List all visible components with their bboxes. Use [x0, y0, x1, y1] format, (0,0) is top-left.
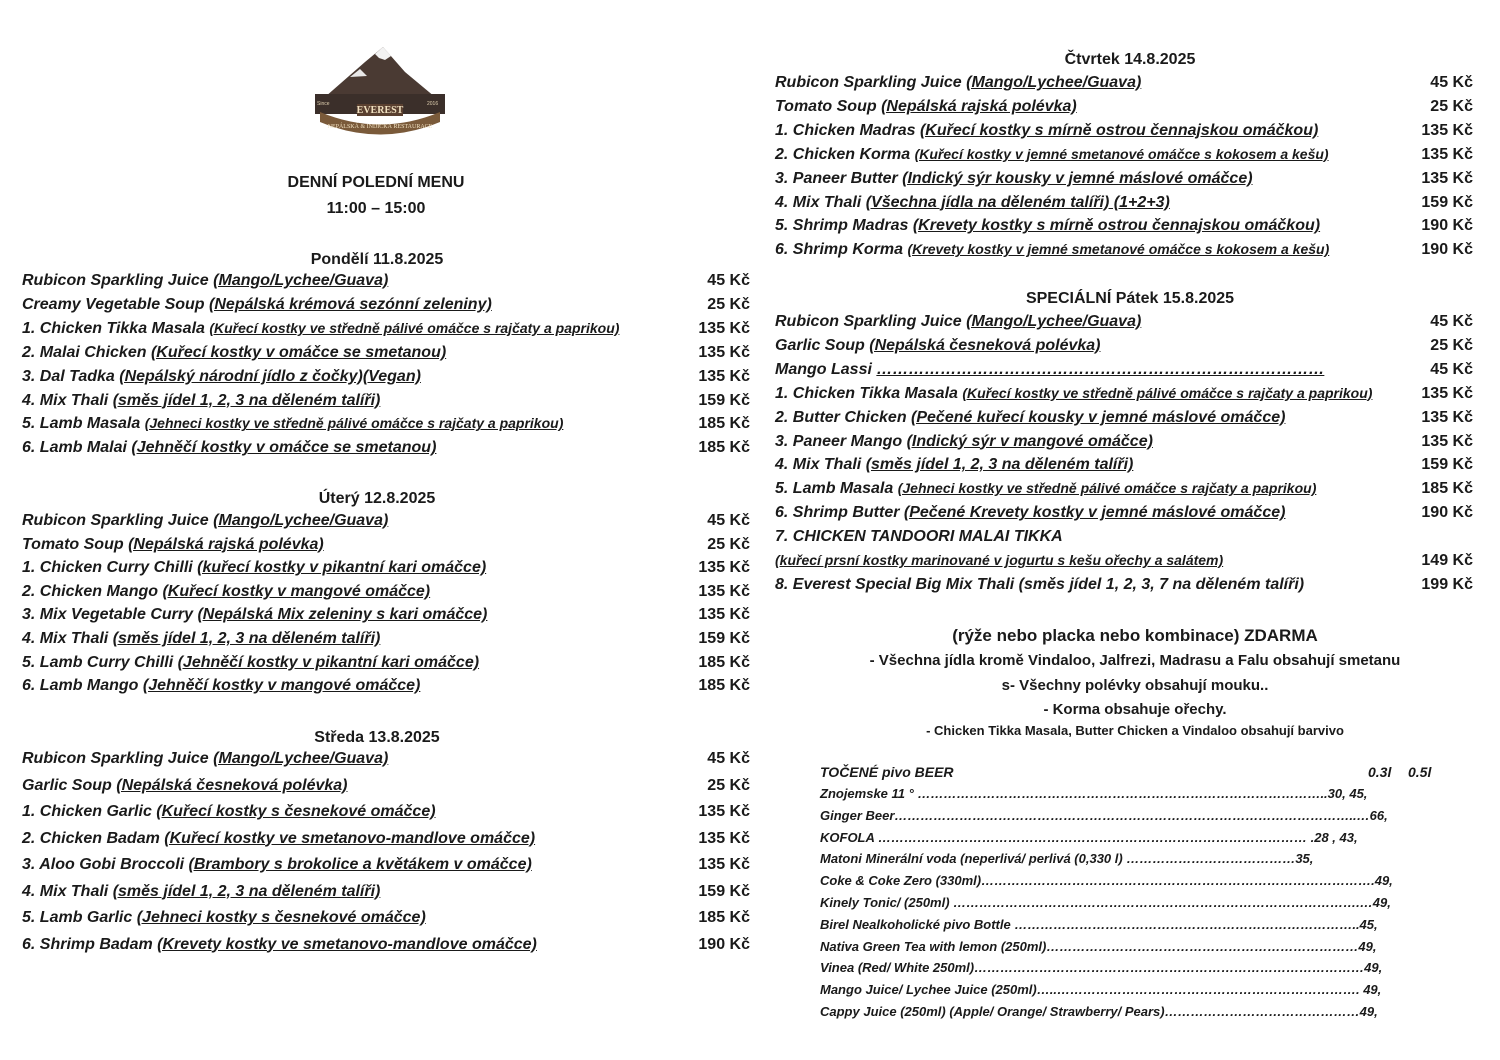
menu-item-description: (Jehněčí kostky v pikantní kari omáčce): [177, 653, 480, 671]
menu-item-description: (směs jídel 1, 2, 3 na děleném talíři): [865, 456, 1134, 474]
menu-item-name: 3. Dal Tadka: [22, 367, 120, 385]
menu-item-name: Rubicon Sparkling Juice: [22, 272, 214, 289]
menu-item-description: (Nepálská Mix zeleniny s kari omáčce): [197, 606, 488, 624]
menu-item-name: 6. Shrimp Butter: [775, 504, 904, 522]
menu-item: [775, 385, 1473, 407]
menu-item-price: 185 Kč: [698, 415, 750, 433]
menu-item-name: 3. Paneer Butter: [775, 169, 903, 187]
menu-item-description: (kuřecí prsní kostky marinované v jogurtu s kešu ořechy a salátem): [775, 552, 1224, 568]
menu-item-description: (Nepálská česneková polévka): [116, 776, 348, 794]
menu-item: [22, 368, 750, 390]
menu-item: [22, 803, 750, 825]
menu-item-name: Tomato Soup: [775, 97, 882, 115]
menu-item-price: 45 Kč: [707, 512, 750, 529]
menu-item-price: 135 Kč: [698, 319, 750, 337]
drink-row: Birel Nealkoholické pivo Bottle ……………………………………………………………………..45,: [820, 916, 1378, 932]
menu-item-price: 185 Kč: [698, 439, 750, 457]
menu-item-description: (Mango/Lychee/Guava): [966, 313, 1142, 330]
menu-item-description: (Jehněčí kostky v omáčce se smetanou): [131, 439, 437, 457]
menu-item-name: 7. CHICKEN TANDOORI MALAI TIKKA: [775, 528, 1063, 546]
menu-item: [775, 504, 1473, 526]
drinks-col-large: 0.5l: [1408, 764, 1432, 780]
menu-item: [775, 241, 1473, 263]
menu-item: [22, 606, 750, 628]
free-note-text: (rýže nebo placka nebo kombinace) ZDARMA: [952, 626, 1318, 645]
menu-item: [22, 750, 750, 772]
menu-item-price: 135 Kč: [698, 343, 750, 361]
menu-item-description: (Krevety kostky s mírně ostrou čennajskou omáčkou): [912, 217, 1321, 235]
menu-item: [22, 883, 750, 905]
menu-item-price: 25 Kč: [707, 535, 750, 553]
menu-item: [22, 856, 750, 878]
menu-item-description: (Kuřecí kostky v mangové omáčce): [162, 582, 431, 600]
menu-item-description: (Indický sýr kousky v jemné máslové omáčce): [902, 169, 1253, 187]
menu-item-price: 199 Kč: [1421, 575, 1473, 593]
menu-item: [775, 576, 1473, 598]
menu-item: [22, 630, 750, 652]
day-heading: Středa 13.8.2025: [314, 729, 440, 746]
menu-item-description: (Nepálský národní jídlo z čočky)(Vegan): [119, 367, 421, 385]
menu-hours: 11:00 – 15:00: [326, 200, 426, 217]
menu-item-name: 1. Chicken Tikka Masala: [22, 319, 210, 337]
menu-item-description: (Pečené Krevety kostky v jemné máslové omáčce): [903, 504, 1286, 522]
menu-item-price: 159 Kč: [698, 630, 750, 647]
free-side-note: [775, 626, 1495, 646]
menu-item-description: (Nepálská česneková polévka): [869, 336, 1101, 354]
menu-item-description: (Všechna jídla na děleném talíři) (1+2+3): [865, 193, 1170, 211]
menu-item: [22, 936, 750, 958]
menu-item-description: (kuřecí kostky v pikantní kari omáčce): [197, 559, 487, 577]
menu-item-description: (Nepálská krémová sezónní zeleniny): [209, 295, 492, 313]
menu-item-name: Rubicon Sparkling Juice: [22, 750, 214, 767]
menu-item-price: 45 Kč: [1430, 313, 1473, 330]
menu-item-name: Rubicon Sparkling Juice: [775, 313, 967, 330]
menu-item-name: 2. Malai Chicken: [22, 343, 151, 361]
menu-item-description: (Nepálská rajská polévka): [128, 535, 324, 553]
menu-item-price: 25 Kč: [707, 295, 750, 313]
menu-item-price: 190 Kč: [1421, 217, 1473, 235]
menu-item-name: 6. Shrimp Badam: [22, 935, 158, 953]
menu-item: [22, 909, 750, 931]
menu-item-name: 1. Chicken Garlic: [22, 803, 157, 820]
menu-item: [775, 146, 1473, 168]
menu-item-description: (Mango/Lychee/Guava): [213, 750, 389, 767]
menu-item: [775, 98, 1473, 120]
menu-item-name: 1. Chicken Madras: [775, 121, 920, 139]
menu-item-name: 4. Mix Thali: [775, 456, 866, 474]
menu-item-name: 5. Shrimp Madras: [775, 217, 913, 235]
menu-item: [22, 296, 750, 318]
menu-item-name: 2. Chicken Badam: [22, 829, 165, 847]
menu-item-description: (Pečené kuřecí kousky v jemné máslové omáčce): [911, 408, 1286, 426]
svg-text:EVEREST: EVEREST: [356, 105, 404, 116]
menu-item-price: 185 Kč: [698, 677, 750, 695]
menu-item-price: 135 Kč: [698, 559, 750, 577]
menu-item-price: 135 Kč: [698, 367, 750, 385]
menu-item: [775, 194, 1473, 216]
menu-item-description: (Kuřecí kostky s mírně ostrou čennajskou omáčkou): [919, 121, 1319, 139]
menu-item: [775, 433, 1473, 455]
menu-item: [775, 361, 1473, 383]
menu-item-price: 159 Kč: [1421, 193, 1473, 211]
allergen-note-1: - Všechna jídla kromě Vindaloo, Jalfrezi, Madrasu a Falu obsahují smetanu: [869, 652, 1401, 669]
drink-row: Matoni Minerální voda (neperlivá/ perlivá (0,330 l) …………………………………35,: [820, 851, 1314, 867]
allergen-note-2: s- Všechny polévky obsahují mouku..: [1001, 677, 1269, 694]
menu-item-description: (Jehneci kostky ve středně pálivé omáčce s rajčaty a paprikou): [897, 480, 1317, 497]
menu-item-price: 185 Kč: [1421, 480, 1473, 498]
menu-item-price: 135 Kč: [698, 856, 750, 873]
menu-item-description: (Mango/Lychee/Guava): [213, 272, 389, 289]
menu-item: [22, 536, 750, 558]
menu-item-price: 45 Kč: [707, 272, 750, 289]
menu-item-name: 2. Butter Chicken: [775, 408, 912, 426]
menu-item: [775, 528, 1473, 550]
day-heading: SPECIÁLNÍ Pátek 15.8.2025: [1025, 290, 1235, 307]
menu-item-price: 135 Kč: [698, 829, 750, 847]
menu-item: [775, 122, 1473, 144]
menu-item-name: 2. Chicken Korma: [775, 145, 915, 163]
menu-item-name: 5. Lamb Garlic: [22, 909, 137, 926]
menu-item-price: 45 Kč: [1430, 74, 1473, 91]
menu-item-name: 8. Everest Special Big Mix Thali (směs jídel 1, 2, 3, 7 na děleném talíři): [775, 575, 1305, 593]
menu-item-price: 135 Kč: [1421, 121, 1473, 139]
menu-item: [22, 559, 750, 581]
allergen-note-3: - Korma obsahuje ořechy.: [1043, 701, 1227, 718]
menu-item-name: 2. Chicken Mango: [22, 582, 163, 600]
menu-item-name: 5. Lamb Masala: [22, 415, 145, 433]
menu-item: [775, 456, 1473, 478]
menu-item: [22, 583, 750, 605]
menu-item: [775, 217, 1473, 239]
menu-item: [775, 409, 1473, 431]
menu-item-description: (Indický sýr v mangové omáčce): [906, 432, 1153, 450]
menu-item-description: (Kuřecí kostky v jemné smetanové omáčce s kokosem a kešu): [914, 145, 1329, 162]
menu-title: DENNÍ POLEDNÍ MENU: [287, 174, 465, 191]
menu-item-price: 190 Kč: [1421, 504, 1473, 522]
menu-item-description: (Jehněčí kostky v mangové omáčce): [142, 677, 421, 695]
menu-item: [775, 313, 1473, 335]
menu-item: [22, 677, 750, 699]
menu-item-name: 5. Lamb Masala: [775, 480, 898, 498]
drink-row: Vinea (Red/ White 250ml)………………………………………………………………………………49,: [820, 960, 1383, 976]
menu-item-name: Garlic Soup: [22, 776, 117, 794]
menu-item-description: (Kuřecí kostky ve středně pálivé omáčce s rajčaty a paprikou): [209, 319, 620, 336]
menu-item-description: (směs jídel 1, 2, 3 na děleném talíři): [112, 630, 381, 647]
menu-item-description: (Jehneci kostky ve středně pálivé omáčce s rajčaty a paprikou): [144, 415, 564, 432]
menu-item-name: 6. Lamb Mango: [22, 677, 143, 695]
menu-item-name: Rubicon Sparkling Juice: [22, 512, 214, 529]
menu-item-name: 6. Shrimp Korma: [775, 241, 908, 259]
menu-item-description: (Nepálská rajská polévka): [881, 97, 1077, 115]
drink-row: Cappy Juice (250ml) (Apple/ Orange/ Strawberry/ Pears)………………………………………49,: [820, 1004, 1378, 1019]
svg-text:2016: 2016: [427, 101, 439, 107]
menu-item-description: (směs jídel 1, 2, 3 na děleném talíři): [112, 882, 381, 900]
drink-row: Ginger Beer……………………………………………………………………………………………..…66,: [820, 807, 1388, 823]
menu-item-price: 135 Kč: [698, 606, 750, 624]
menu-item-name: 3. Aloo Gobi Broccoli: [22, 856, 189, 873]
day-heading: Čtvrtek 14.8.2025: [1064, 51, 1196, 68]
menu-item: [775, 74, 1473, 96]
menu-item-price: 135 Kč: [1421, 145, 1473, 163]
menu-item-description: …………………………………………………………………………: [876, 360, 1325, 378]
menu-item-name: 1. Chicken Curry Chilli: [22, 559, 198, 577]
menu-item: [22, 415, 750, 437]
menu-item: [22, 439, 750, 461]
menu-item: [775, 552, 1473, 574]
menu-item: [775, 337, 1473, 359]
menu-item-name: 5. Lamb Curry Chilli: [22, 653, 178, 671]
menu-item-name: 6. Lamb Malai: [22, 439, 132, 457]
menu-item-description: (Krevety kostky ve smetanovo-mandlove omáčce): [157, 935, 537, 953]
menu-item-price: 190 Kč: [698, 935, 750, 953]
menu-item: [22, 320, 750, 342]
menu-item-name: 1. Chicken Tikka Masala: [775, 384, 963, 402]
menu-item-name: 3. Mix Vegetable Curry: [22, 606, 198, 624]
menu-item-name: 4. Mix Thali: [22, 882, 113, 900]
drinks-col-small: 0.3l: [1368, 764, 1392, 780]
day-heading: Pondělí 11.8.2025: [310, 251, 444, 268]
menu-item-description: (Mango/Lychee/Guava): [213, 512, 389, 529]
menu-item-description: (směs jídel 1, 2, 3 na děleném talíři): [112, 391, 381, 409]
restaurant-logo: [305, 42, 455, 142]
menu-item-price: 25 Kč: [1430, 336, 1473, 354]
menu-item-price: 135 Kč: [698, 803, 750, 820]
menu-item: [22, 830, 750, 852]
menu-item-price: 185 Kč: [698, 909, 750, 926]
menu-item-price: 149 Kč: [1421, 552, 1473, 569]
menu-item: [22, 392, 750, 414]
menu-item-name: Rubicon Sparkling Juice: [775, 74, 967, 91]
menu-item-description: (Kuřecí kostky ve smetanovo-mandlove omáčce): [164, 829, 536, 847]
menu-item-price: 25 Kč: [1430, 97, 1473, 115]
svg-text:NEPÁLSKÁ & INDICKÁ RESTAURACE: NEPÁLSKÁ & INDICKÁ RESTAURACE: [327, 124, 433, 130]
menu-item-price: 135 Kč: [1421, 169, 1473, 187]
menu-item-price: 45 Kč: [707, 750, 750, 767]
menu-item-price: 25 Kč: [707, 776, 750, 794]
menu-item-name: Tomato Soup: [22, 535, 129, 553]
drink-row: Znojemske 11 ° …………………………………………………………………………………..30, 45,: [820, 786, 1368, 801]
menu-item-name: 4. Mix Thali: [775, 193, 866, 211]
menu-item-description: (Kuřecí kostky ve středně pálivé omáčce s rajčaty a paprikou): [962, 384, 1373, 401]
menu-item-name: Creamy Vegetable Soup: [22, 295, 210, 313]
menu-item-description: (Mango/Lychee/Guava): [966, 74, 1142, 91]
menu-item-price: 135 Kč: [1421, 384, 1473, 402]
drink-row: Nativa Green Tea with lemon (250ml)………………………………………………………………49,: [820, 938, 1377, 954]
menu-item-name: 4. Mix Thali: [22, 630, 113, 647]
svg-text:Since: Since: [317, 101, 330, 107]
menu-item-price: 135 Kč: [698, 582, 750, 600]
menu-item-price: 159 Kč: [1421, 456, 1473, 474]
drink-row: Mango Juice/ Lychee Juice (250ml)…..……………………………………………………………. 49,: [820, 982, 1382, 998]
menu-item-name: Garlic Soup: [775, 336, 870, 354]
drink-row: KOFOLA ……………………………………………………………………………………… .28 , 43,: [820, 829, 1358, 845]
day-heading: Úterý 12.8.2025: [318, 490, 436, 507]
menu-item: [22, 344, 750, 366]
menu-item-price: 159 Kč: [698, 391, 750, 409]
menu-item: [22, 272, 750, 294]
menu-item-price: 135 Kč: [1421, 432, 1473, 450]
menu-item-price: 185 Kč: [698, 653, 750, 671]
drink-row: Coke & Coke Zero (330ml)……………………………………………………………………………….49,: [820, 873, 1393, 889]
allergen-note-4: - Chicken Tikka Masala, Butter Chicken a Vindaloo obsahují barvivo: [926, 723, 1344, 738]
menu-item: [775, 170, 1473, 192]
menu-item-description: (Krevety kostky v jemné smetanové omáčce s kokosem a kešu): [907, 241, 1330, 258]
menu-item-name: Mango Lassi: [775, 360, 877, 378]
menu-item-description: (Kuřecí kostky v omáčce se smetanou): [150, 343, 447, 361]
menu-item-price: 190 Kč: [1421, 241, 1473, 259]
menu-item: [22, 777, 750, 799]
menu-item-price: 135 Kč: [1421, 408, 1473, 426]
menu-item-price: 45 Kč: [1430, 360, 1473, 378]
menu-item-description: (Brambory s brokolice a květákem v omáčce): [188, 856, 532, 873]
menu-item: [22, 654, 750, 676]
menu-item-description: (Jehneci kostky s česnekové omáčce): [136, 909, 426, 926]
menu-item: [22, 512, 750, 534]
menu-item: [775, 480, 1473, 502]
menu-item-price: 159 Kč: [698, 882, 750, 900]
menu-item-description: (Kuřecí kostky s česnekové omáčce): [156, 803, 436, 820]
drinks-header: TOČENÉ pivo BEER: [820, 764, 954, 780]
menu-item-name: 4. Mix Thali: [22, 391, 113, 409]
drink-row: Kinely Tonic/ (250ml) ………………………………………………………………………………….…49,: [820, 895, 1391, 910]
everest-logo-icon: [305, 42, 455, 142]
menu-item-name: 3. Paneer Mango: [775, 432, 907, 450]
